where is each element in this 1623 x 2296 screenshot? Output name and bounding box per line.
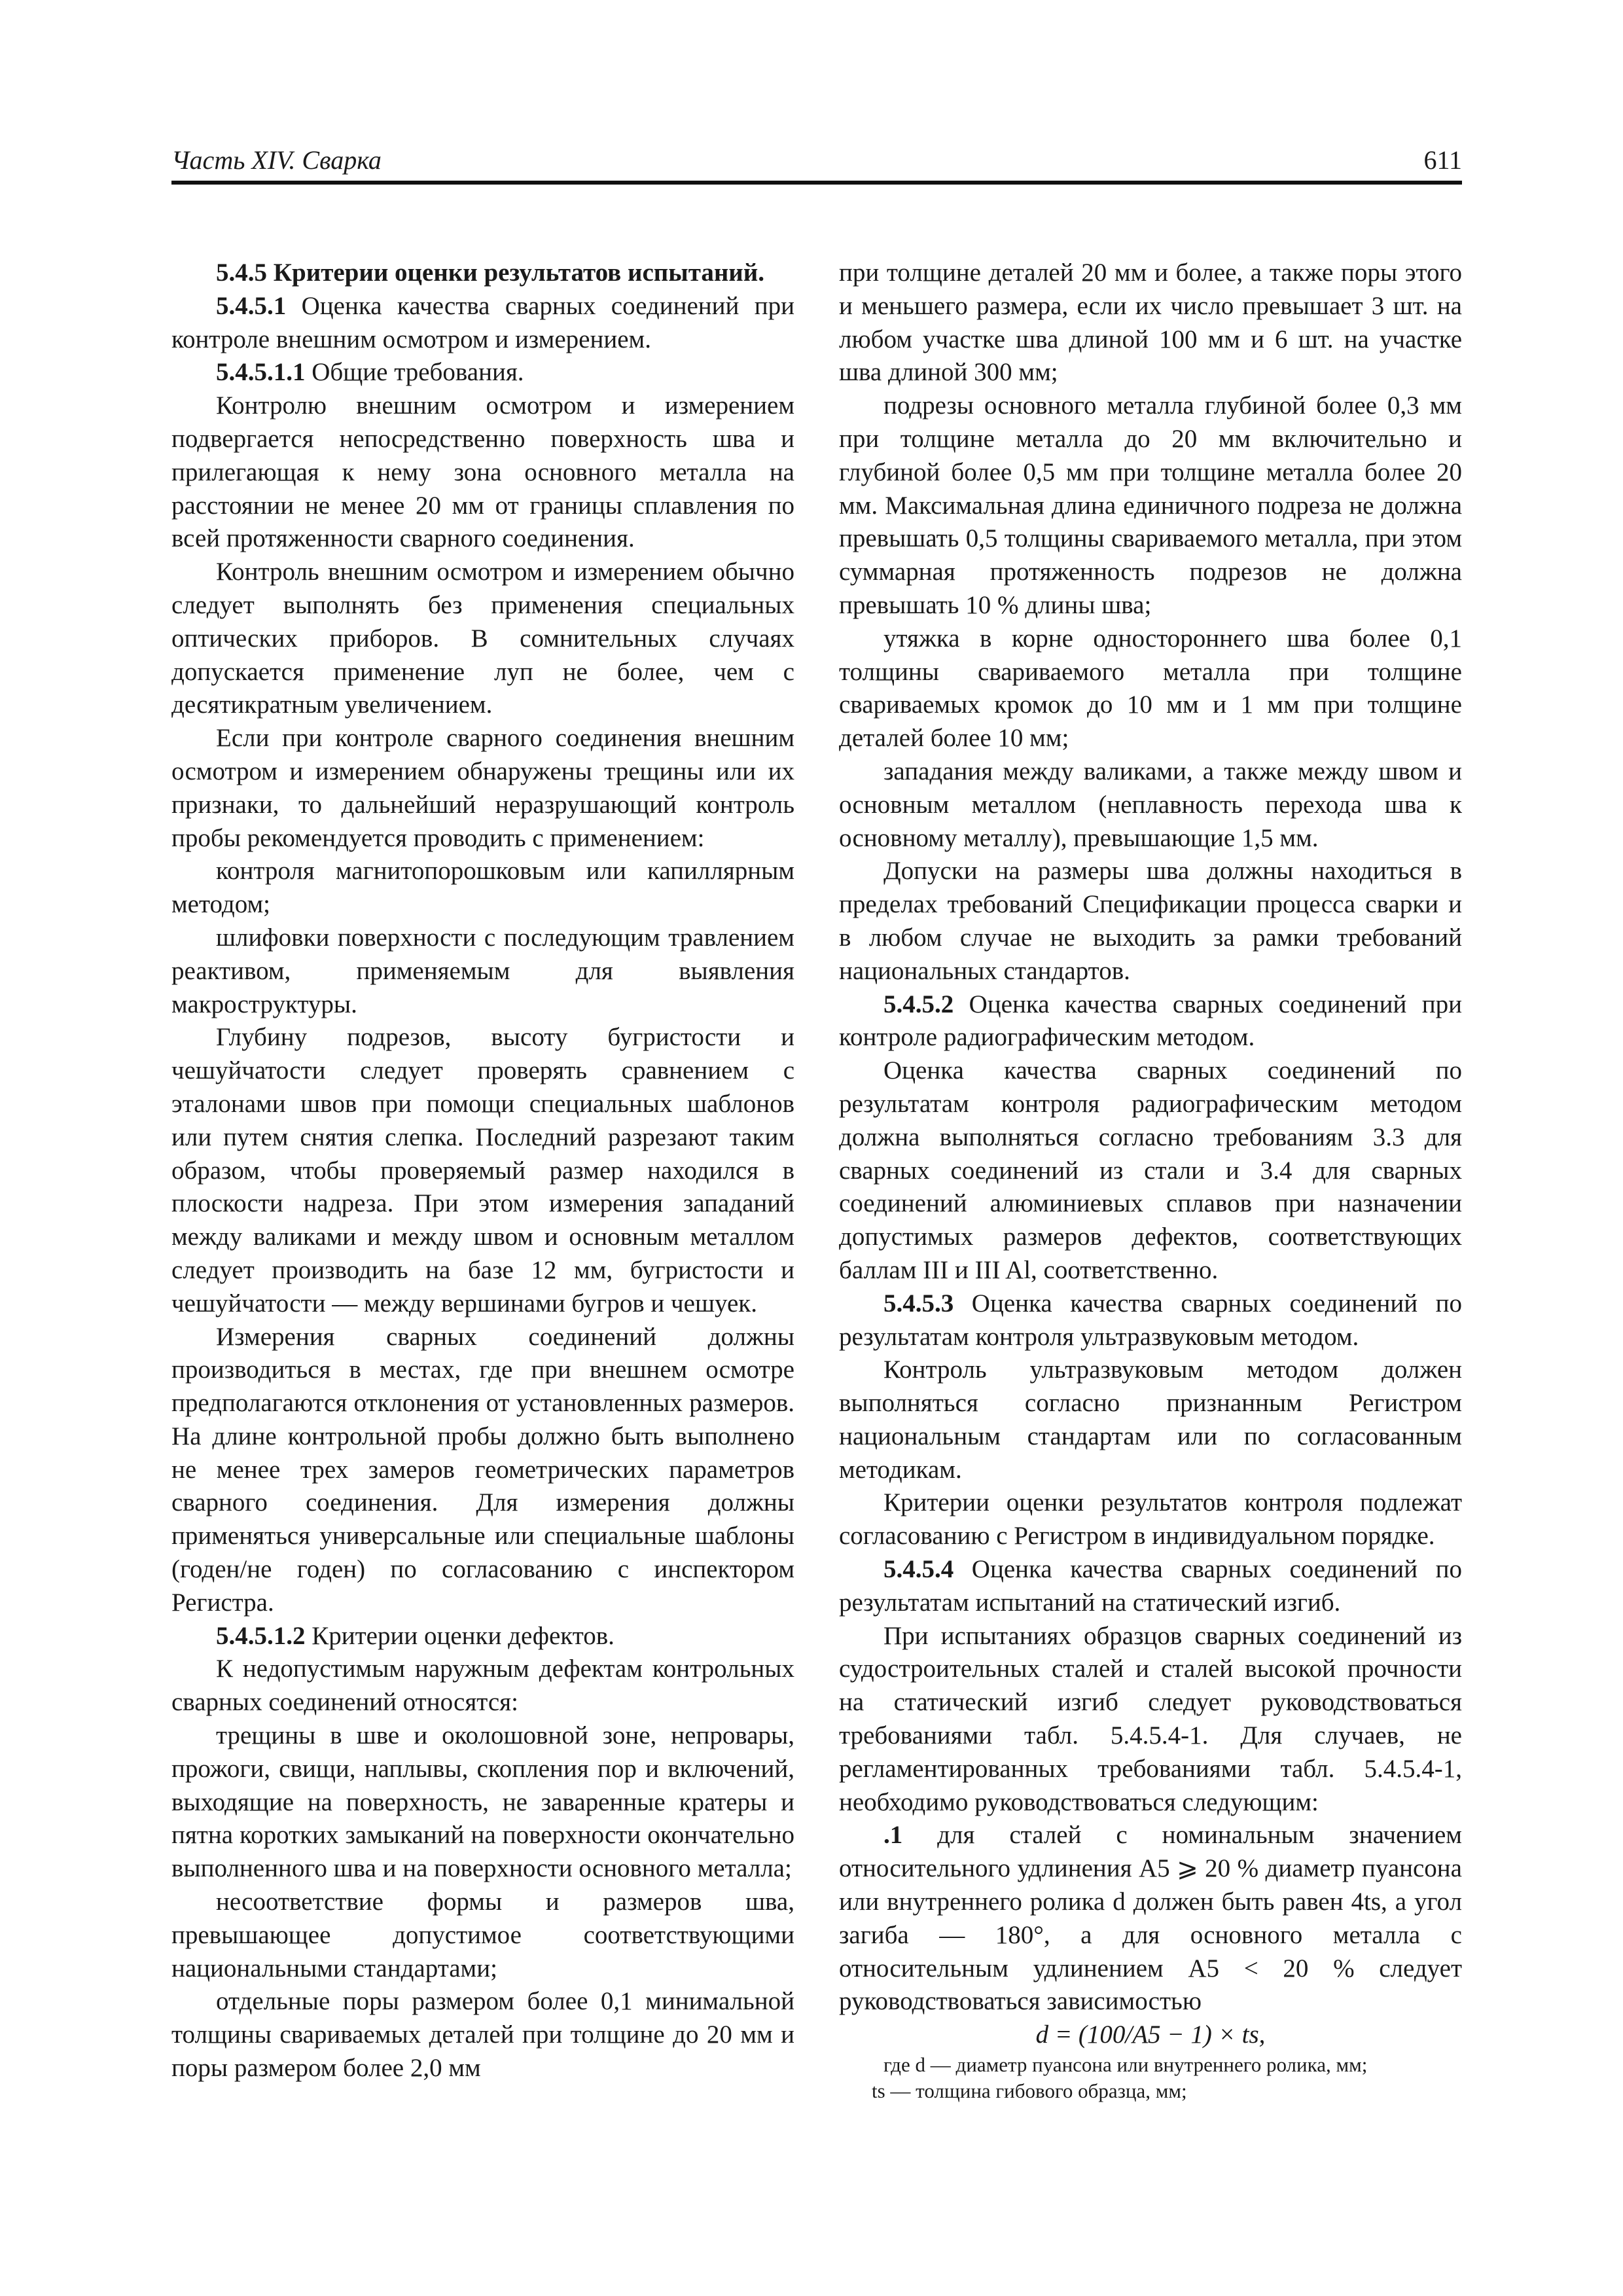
paragraph-text: К недопустимым наружным дефектам контрольных сварных соединений относятся: xyxy=(171,1655,794,1717)
paragraph xyxy=(171,1021,794,1320)
formula-note: ts — толщина гибового образца, мм; xyxy=(872,2079,1187,2103)
paragraph xyxy=(839,1553,1462,1620)
paragraph-text: Глубину подрезов, высоту бугристости и чешуйчатости следует проверять сравнением с эталонами швов при помощи специальных шаблонов или путем снятия слепка. Последний разрезают таким образом, чтобы проверяемый размер находился в плоскости надреза. При этом измерения западаний между валиками и между швом и основным металлом следует производить на базе 12 мм, бугристости и чешуйчатости — между вершинами бугров и чешуек. xyxy=(171,1023,794,1318)
paragraph xyxy=(839,1054,1462,1287)
paragraph xyxy=(171,556,794,722)
section-number: 5.4.5.1.2 xyxy=(216,1621,306,1650)
paragraph xyxy=(839,1819,1462,2018)
paragraph-text: утяжка в корне одностороннего шва более 0,1 толщины свариваемого металла при толщине свариваемых кромок до 10 мм и 1 мм при толщине деталей более 10 мм; xyxy=(839,624,1462,753)
paragraph-text: Оценка качества сварных соединений по результатам контроля ультразвуковым методом. xyxy=(839,1289,1462,1351)
paragraph-text: при толщине деталей 20 мм и более, а также поры этого и меньшего размера, если их число превышает 3 шт. на любом участке шва длиной 100 мм и 6 шт. на участке шва длиной 300 мм; xyxy=(839,259,1462,387)
paragraph xyxy=(171,356,794,389)
paragraph-text: подрезы основного металла глубиной более 0,3 мм при толщине металла до 20 мм включительно и глубиной более 0,5 мм при толщине металла более 20 мм. Максимальная длина единичного подреза не должна превышать 0,5 толщины свариваемого металла, при этом суммарная протяженность подрезов не должна превышать 10 % длины шва; xyxy=(839,391,1462,619)
paragraph xyxy=(171,922,794,1021)
paragraph xyxy=(839,855,1462,988)
paragraph-text: Измерения сварных соединений должны производиться в местах, где при внешнем осмотре предполагаются отклонения от установленных размеров. На длине контрольной пробы должно быть выполнено не менее трех замеров геометрических параметров сварного соединения. Для измерения должны применяться универсальные или специальные шаблоны (годен/не годен) по согласованию с инспектором Регистра. xyxy=(171,1322,794,1617)
paragraph xyxy=(171,1620,794,1653)
paragraph-text: Оценка качества сварных соединений при контроле радиографическим методом. xyxy=(839,990,1462,1052)
paragraph-text: Общие требования. xyxy=(305,358,524,387)
paragraph-text: Оценка качества сварных соединений по результатам испытаний на статический изгиб. xyxy=(839,1555,1462,1617)
paragraph-text: Если при контроле сварного соединения внешним осмотром и измерением обнаружены трещины или их признаки, то дальнейший неразрушающий контроль пробы рекомендуется проводить с применением: xyxy=(171,724,794,852)
paragraph-text: При испытаниях образцов сварных соединений из судостроительных сталей и сталей высокой прочности на статический изгиб следует руководствоваться требованиями табл. 5.4.5.4-1. Для случаев, не регламентированных требованиями табл. 5.4.5.4-1, необходимо руководствоваться следующим: xyxy=(839,1621,1462,1816)
paragraph-text: Контролю внешним осмотром и измерением подвергается непосредственно поверхность шва и прилегающая к нему зона основного металла на расстоянии не менее 20 мм от границы сплавления по всей протяженности сварного соединения. xyxy=(171,391,794,553)
paragraph xyxy=(171,1886,794,1985)
paragraph-text: Критерии оценки дефектов. xyxy=(305,1621,615,1650)
paragraph-text: Контроль внешним осмотром и измерением обычно следует выполнять без применения специальных оптических приборов. В сомнительных случаях допускается применение луп не более, чем с десятикратным увеличением. xyxy=(171,558,794,719)
paragraph-text: контроля магнитопорошковым или капиллярным методом; xyxy=(171,857,794,919)
paragraph xyxy=(171,290,794,357)
section-number: 5.4.5 Критерии оценки результатов испытаний. xyxy=(216,259,764,287)
formula: d = (100/A5 − 1) × ts, xyxy=(1035,2020,1266,2049)
paragraph xyxy=(839,755,1462,855)
paragraph xyxy=(171,722,794,855)
section-number: 5.4.5.3 xyxy=(883,1289,954,1318)
section-number: 5.4.5.4 xyxy=(883,1555,954,1584)
paragraph xyxy=(839,1354,1462,1486)
paragraph xyxy=(171,1985,794,2085)
paragraph-text: Допуски на размеры шва должны находиться в пределах требований Спецификации процесса сварки и в любом случае не выходить за рамки требований национальных стандартов. xyxy=(839,857,1462,985)
paragraph xyxy=(171,257,794,290)
right-column xyxy=(839,257,1462,2104)
paragraph xyxy=(839,1620,1462,1820)
paragraph-text: Контроль ультразвуковым методом должен выполняться согласно признанным Регистром национальным стандартам или по согласованным методикам. xyxy=(839,1355,1462,1484)
page-number: 611 xyxy=(1423,145,1462,175)
section-number: .1 xyxy=(883,1821,903,1850)
paragraph xyxy=(839,389,1462,622)
section-number: 5.4.5.1.1 xyxy=(216,358,306,387)
paragraph-text: западания между валиками, а также между швом и основным металлом (неплавность перехода шва к основному металлу), превышающие 1,5 мм. xyxy=(839,757,1462,852)
paragraph xyxy=(171,1719,794,1886)
left-column xyxy=(171,257,794,2085)
paragraph xyxy=(839,988,1462,1055)
paragraph-text: для сталей с номинальным значением относительного удлинения A5 ⩾ 20 % диаметр пуансона или внутреннего ролика d должен быть равен 4ts, а угол загиба — 180°, а для основного металла с относительным удлинением A5 < 20 % следует руководствоваться зависимостью xyxy=(839,1821,1462,2016)
paragraph-text: несоответствие формы и размеров шва, превышающее допустимое соответствующими национальными стандартами; xyxy=(171,1888,794,1982)
section-number: 5.4.5.1 xyxy=(216,291,287,320)
formula-note: где d — диаметр пуансона или внутреннего ролика, мм; xyxy=(883,2053,1368,2077)
paragraph xyxy=(839,1486,1462,1553)
paragraph xyxy=(839,1287,1462,1354)
part-title: Часть XIV. Сварка xyxy=(171,145,382,175)
paragraph xyxy=(171,1653,794,1719)
paragraph xyxy=(171,1321,794,1620)
paragraph-text: отдельные поры размером более 0,1 минимальной толщины свариваемых деталей при толщине до 20 мм и поры размером более 2,0 мм xyxy=(171,1987,794,2083)
paragraph xyxy=(839,622,1462,755)
paragraph-text: Оценка качества сварных соединений при контроле внешним осмотром и измерением. xyxy=(171,291,794,353)
paragraph-text: Критерии оценки результатов контроля подлежат согласованию с Регистром в индивидуальном порядке. xyxy=(839,1488,1462,1551)
paragraph xyxy=(171,389,794,556)
paragraph xyxy=(171,855,794,922)
paragraph xyxy=(839,257,1462,389)
paragraph-text: шлифовки поверхности с последующим травлением реактивом, применяемым для выявления макроструктуры. xyxy=(171,923,794,1018)
page-header xyxy=(171,143,1462,185)
section-number: 5.4.5.2 xyxy=(883,990,954,1018)
paragraph-text: трещины в шве и околошовной зоне, непровары, прожоги, свищи, наплывы, скопления пор и включений, выходящие на поверхность, не заваренные кратеры и пятна коротких замыканий на поверхности окончательно выполненного шва и на поверхности основного металла; xyxy=(171,1721,794,1883)
paragraph-text: Оценка качества сварных соединений по результатам контроля радиографическим методом должна выполняться согласно требованиям 3.3 для сварных соединений из стали и 3.4 для сварных соединений алюминиевых сплавов при назначении допустимых размеров дефектов, соответствующих баллам III и III Al, соответственно. xyxy=(839,1056,1462,1284)
